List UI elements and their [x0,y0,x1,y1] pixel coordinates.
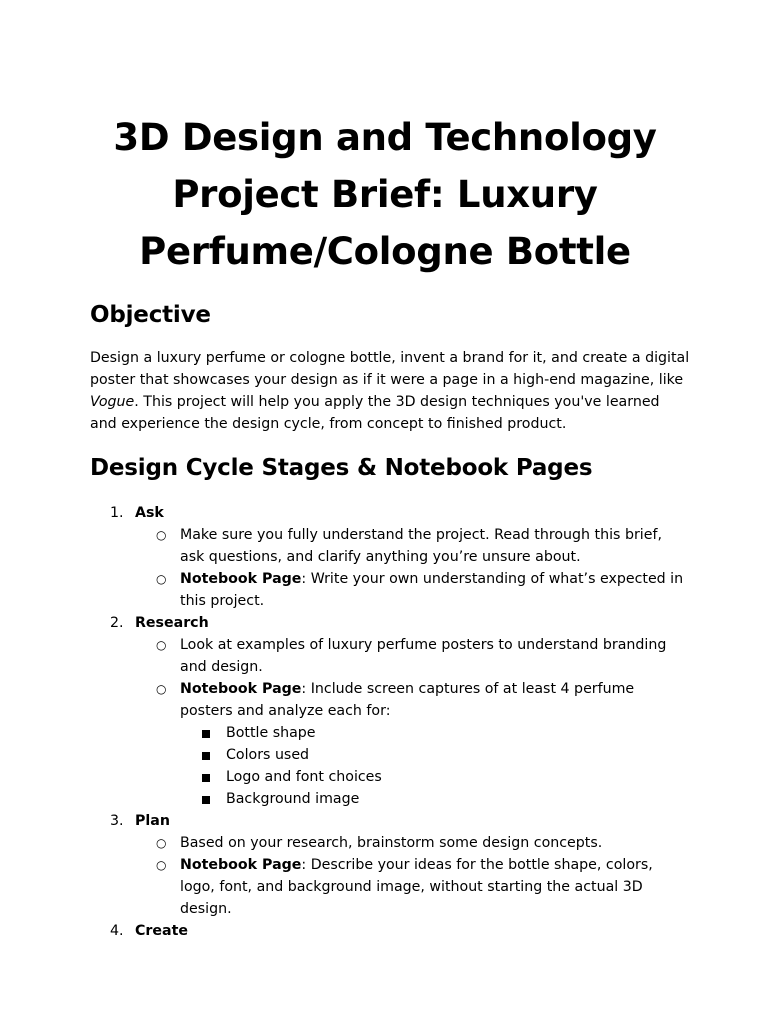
stage-number: 4. [110,923,124,939]
list-item [90,634,690,678]
nested-item-text: Logo and font choices [226,769,382,785]
circle-bullet-icon: ○ [156,572,167,586]
circle-bullet-icon: ○ [156,528,167,542]
nested-item-text: Bottle shape [226,725,316,741]
nested-item-text: Colors used [226,747,310,763]
stage-number: 1. [110,505,124,521]
stage-name: Research [135,615,209,631]
nested-list-item [90,788,690,810]
objective-text-after: . This project will help you apply the 3D design techniques you've learned and experience the design cycle, from concept to finished product. [90,394,660,432]
list-item [90,854,690,920]
list-item [90,678,690,722]
item-text: Look at examples of luxury perfume posters to understand branding and design. [180,637,667,675]
circle-bullet-icon: ○ [156,836,167,850]
stage-name: Create [135,923,189,939]
stage-header [90,502,690,524]
stage-name: Ask [135,505,164,521]
square-bullet-icon [202,752,210,760]
item-label: Notebook Page [180,571,302,587]
circle-bullet-icon: ○ [156,638,167,652]
stage-research [90,612,690,810]
square-bullet-icon [202,730,210,738]
item-label: Notebook Page [180,857,302,873]
stage-plan [90,810,690,920]
circle-bullet-icon: ○ [156,858,167,872]
item-text: : Write your own understanding of what’s expected in this project. [180,571,684,609]
item-text: : Include screen captures of at least 4 perfume posters and analyze each for: [180,681,635,719]
nested-item-text: Background image [226,791,360,807]
document-title: 3D Design and Technology Project Brief: Luxury Perfume/Cologne Bottle [113,116,657,273]
item-text: Based on your research, brainstorm some design concepts. [180,835,603,851]
stage-create [90,920,690,942]
stage-number: 3. [110,813,124,829]
stage-header [90,612,690,634]
stages-heading: Design Cycle Stages & Notebook Pages [90,455,593,481]
item-text: Make sure you fully understand the project. Read through this brief, ask questions, and clarify anything you’re unsure about. [180,527,662,565]
square-bullet-icon [202,796,210,804]
objective-emphasis: Vogue [90,394,135,410]
objective-text-before: Design a luxury perfume or cologne bottle, invent a brand for it, and create a digital poster that showcases your design as if it were a page in a high-end magazine, like [90,350,690,388]
objective-paragraph [90,347,690,435]
list-item [90,524,690,568]
stage-ask [90,502,690,612]
list-item [90,832,690,854]
stage-name: Plan [135,813,170,829]
item-text: : Describe your ideas for the bottle shape, colors, logo, font, and background image, without starting the actual 3D design. [180,857,653,917]
item-label: Notebook Page [180,681,302,697]
nested-list-item [90,766,690,788]
stages-list [90,502,690,942]
nested-list-item [90,744,690,766]
nested-list-item [90,722,690,744]
stage-header [90,920,690,942]
stage-number: 2. [110,615,124,631]
objective-heading: Objective [90,302,211,328]
stage-header [90,810,690,832]
square-bullet-icon [202,774,210,782]
circle-bullet-icon: ○ [156,682,167,696]
list-item [90,568,690,612]
